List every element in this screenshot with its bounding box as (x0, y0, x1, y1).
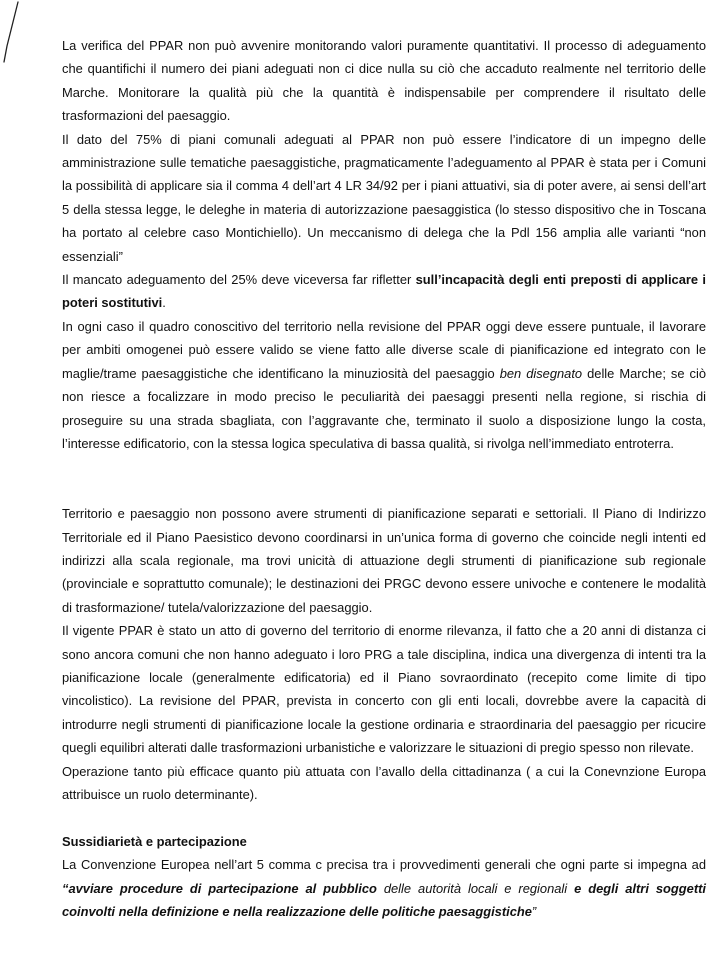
italic-emphasis: ben disegnato (499, 365, 583, 381)
text-span: delle Marche; se ciò non riesce a focalizzare in modo preciso le peculiarità dei paesaggi presenti nella regione, si rischia di proseguire su una strada sbagliata, con l’aggravante che, terminato il suolo a disposizione lungo la costa, l’interesse edificatorio, con la stessa logica speculativa di bassa qualità, si rivolga nell’immediato entroterra. (62, 365, 706, 451)
bold-quote-start (62, 881, 377, 896)
text-span: La Convenzione Europea nell’art 5 comma c precisa tra i provvedimenti generali che ogni parte si impegna ad (62, 857, 706, 873)
section-heading: Sussidiarietà e partecipazione (62, 833, 247, 849)
document-page (62, 34, 706, 923)
paragraph-gap (62, 455, 706, 478)
bold-emphasis: sull’incapacità degli enti preposti di applicare i poteri sostitutivi (62, 272, 706, 311)
bold-italic-emphasis: e degli altri soggetti coinvolti nella definizione e nella realizzazione delle politiche paesaggistiche (62, 880, 706, 919)
paragraph-gap (62, 479, 706, 502)
italic-emphasis: delle autorità locali e regionali (376, 880, 575, 896)
margin-pen-mark (2, 0, 22, 70)
text-span: In ogni caso il quadro conoscitivo del territorio nella revisione del PPAR oggi deve essere puntuale, il lavorare per ambiti omogenei può essere valido se viene fatto alle diverse scale di pianificazione ed integrato con le maglie/trame paesaggistiche che identificano la minuziosità del paesaggio (62, 318, 706, 381)
paragraph-quadro-conoscitivo (62, 315, 706, 455)
italic-emphasis: ” (531, 903, 537, 919)
paragraph-territorio-paesaggio: Territorio e paesaggio non possono avere strumenti di pianificazione separati e settoriali. Il Piano di Indirizzo Territoriale ed il Piano Paesistico devono coordinarsi in un’unica forma di governo che coincide negli intenti ed indirizzi alla scala regionale, ma trovi unicità di attuazione degli strumenti di pianificazione sub regionale (provinciale e soprattutto comunale); le destinazioni dei PRGC devono essere univoche e contenere le modalità di trasformazione/ tutela/valorizzazione del paesaggio. (62, 506, 706, 615)
paragraph-vigente-ppar: Il vigente PPAR è stato un atto di governo del territorio di enorme rilevanza, il fatto che a 20 anni di distanza ci sono ancora comuni che non hanno adeguato i loro PRG a tale disciplina, indica una divergenza di intenti tra la pianificazione locale (generalmente edificatoria) ed il Piano sovraordinato (recepito come limite di tipo vincolistico). La revisione del PPAR, prevista in concerto con gli enti locali, dovrebbe avere la capacità di introdurre negli strumenti di pianificazione locale la gestione ordinaria e straordinaria del paesaggio per ricucire quegli equilibri alterati dalle trasformazioni urbanistiche e valorizzare le situazioni di pregio spesso non rilevate. (62, 623, 706, 756)
paragraph-verifica-ppar: La verifica del PPAR non può avvenire monitorando valori puramente quantitativi. Il processo di adeguamento che quantifichi il numero dei piani adeguati non ci dice nulla su ciò che accaduto realmente nel territorio delle Marche. Monitorare la qualità più che la quantità è indispensabile per comprendere il risultato delle trasformazioni del paesaggio. (62, 38, 706, 124)
paragraph-gap (62, 806, 706, 829)
text-span: . (162, 295, 166, 311)
text-span: Il mancato adeguamento del 25% deve viceversa far rifletter (62, 272, 416, 288)
paragraph-convenzione-europea (62, 853, 706, 923)
bold-italic-emphasis: “avviare procedure di partecipazione al pubblico (62, 880, 377, 896)
paragraph-dato-75: Il dato del 75% di piani comunali adeguati al PPAR non può essere l’indicatore di un impegno delle amministrazione sulle tematiche paesaggistiche, pragmaticamente l’adeguamento al PPAR è stata per i Comuni la possibilità di applicare sia il comma 4 dell’art 4 LR 34/92 per i piani attuativi, sia di poter avere, ai sensi dell’art 5 della stessa legge, le deleghe in materia di autorizzazione paesaggistica (lo stesso dispositivo che in Toscana ha portato al celebre caso Montichiello). Un meccanismo di delega che la Pdl 156 amplia alle varianti “non essenziali” (62, 131, 706, 264)
paragraph-mancato-adeguamento (62, 268, 706, 315)
paragraph-operazione: Operazione tanto più efficace quanto più attuata con l’avallo della cittadinanza ( a cui la Conevnzione Europa attribuisce un ruolo determinante). (62, 763, 706, 802)
